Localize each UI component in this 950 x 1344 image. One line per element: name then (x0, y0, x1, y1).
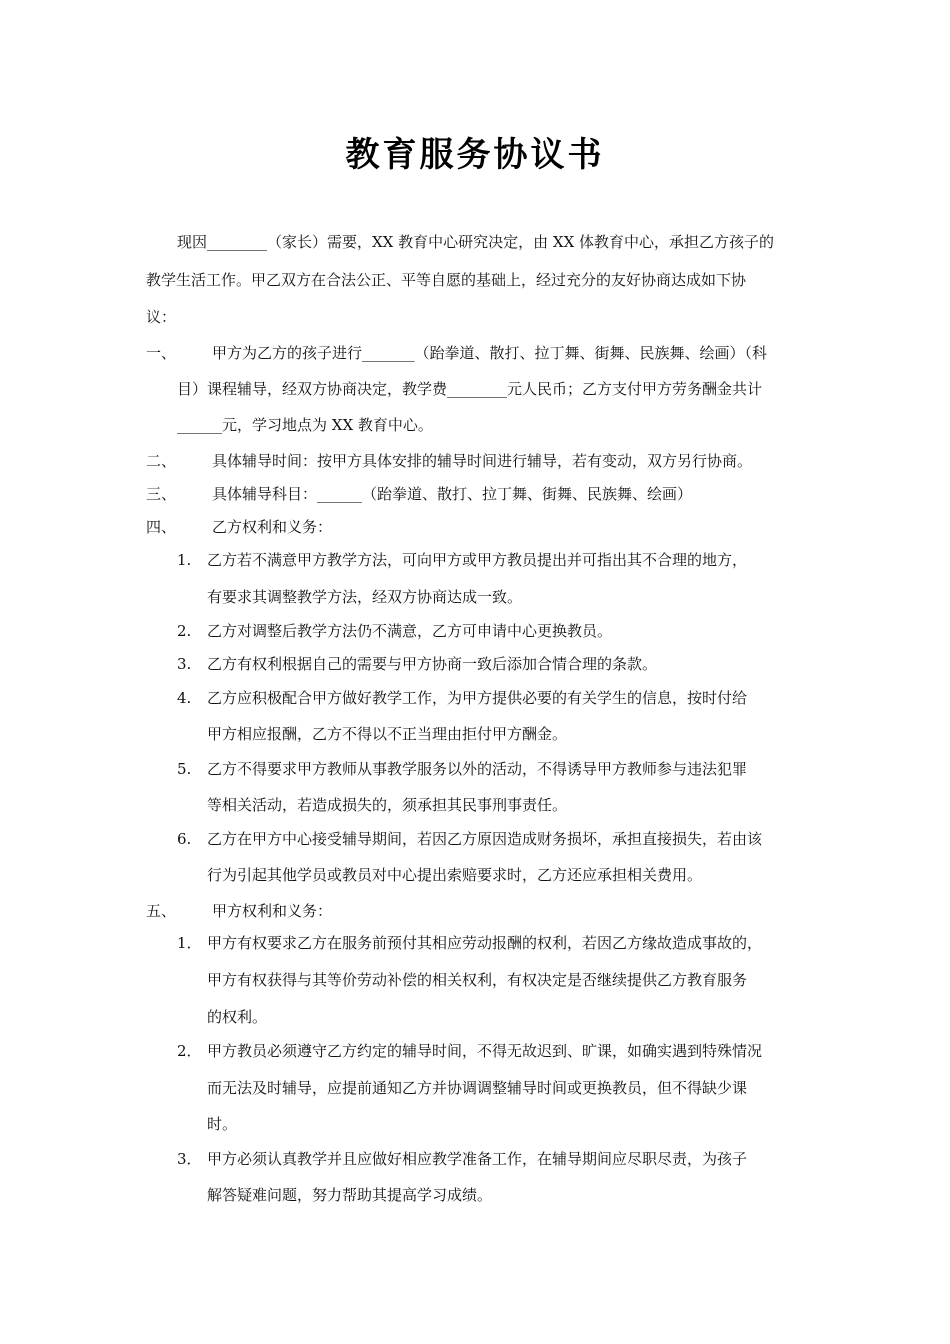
list-item-number: 3. (177, 655, 192, 673)
document-title: 教育服务协议书 (345, 135, 605, 175)
list-item-line: 的权利。 (207, 1008, 268, 1026)
list-item-line: 甲方教员必须遵守乙方约定的辅导时间，不得无故迟到、旷课，如确实遇到特殊情况 (207, 1042, 763, 1060)
list-item-number: 3． (177, 1150, 202, 1168)
list-item-number: 1. (177, 551, 192, 569)
list-item-line: 时。 (207, 1115, 238, 1133)
section-number: 二、 (146, 452, 177, 470)
section-3-text: 具体辅导科目：______（跆拳道、散打、拉丁舞、街舞、民族舞、绘画） (212, 485, 693, 503)
list-item-number: 6. (177, 830, 192, 848)
section-1-line: 甲方为乙方的孩子进行_______（跆拳道、散打、拉丁舞、街舞、民族舞、绘画）（科 (212, 344, 768, 362)
list-item-line: 乙方对调整后教学方法仍不满意，乙方可申请中心更换教员。 (207, 622, 613, 640)
section-4-heading: 乙方权利和义务： (212, 518, 333, 536)
list-item-line: 甲方相应报酬，乙方不得以不正当理由拒付甲方酬金。 (207, 725, 568, 743)
section-1-line: 目）课程辅导，经双方协商决定，教学费________元人民币；乙方支付甲方劳务酬金共计 (177, 380, 763, 398)
section-2-text: 具体辅导时间：按甲方具体安排的辅导时间进行辅导，若有变动，双方另行协商。 (212, 452, 753, 470)
list-item-line: 乙方在甲方中心接受辅导期间，若因乙方原因造成财务损坏，承担直接损失，若由该 (207, 830, 763, 848)
list-item-line: 乙方不得要求甲方教师从事教学服务以外的活动，不得诱导甲方教师参与违法犯罪 (207, 760, 748, 778)
list-item-line: 行为引起其他学员或教员对中心提出索赔要求时，乙方还应承担相关费用。 (207, 866, 703, 884)
intro-line: 教学生活工作。甲乙双方在合法公正、平等自愿的基础上，经过充分的友好协商达成如下协 (146, 271, 747, 289)
list-item-line: 甲方有权获得与其等价劳动补偿的相关权利，有权决定是否继续提供乙方教育服务 (207, 971, 748, 989)
section-number: 五、 (146, 902, 177, 920)
section-5-heading: 甲方权利和义务： (212, 902, 333, 920)
intro-line: 议： (146, 308, 177, 326)
section-number: 四、 (146, 518, 177, 536)
list-item-line: 有要求其调整教学方法，经双方协商达成一致。 (207, 588, 523, 606)
list-item-line: 乙方有权利根据自己的需要与甲方协商一致后添加合情合理的条款。 (207, 655, 658, 673)
list-item-number: 1． (177, 934, 202, 952)
list-item-number: 2. (177, 622, 192, 640)
list-item-line: 乙方若不满意甲方教学方法，可向甲方或甲方教员提出并可指出其不合理的地方， (207, 551, 748, 569)
list-item-line: 解答疑难问题，努力帮助其提高学习成绩。 (207, 1186, 493, 1204)
list-item-line: 等相关活动，若造成损失的，须承担其民事刑事责任。 (207, 796, 568, 814)
list-item-line: 甲方必须认真教学并且应做好相应教学准备工作，在辅导期间应尽职尽责，为孩子 (207, 1150, 748, 1168)
intro-line: 现因________（家长）需要，XX 教育中心研究决定，由 XX 体教育中心，承担乙方孩子的 (177, 233, 775, 251)
section-number: 三、 (146, 485, 177, 503)
list-item-line: 甲方有权要求乙方在服务前预付其相应劳动报酬的权利，若因乙方缘故造成事故的， (207, 934, 763, 952)
section-number: 一、 (146, 344, 177, 362)
list-item-line: 而无法及时辅导，应提前通知乙方并协调调整辅导时间或更换教员，但不得缺少课 (207, 1079, 748, 1097)
list-item-number: 4. (177, 689, 192, 707)
list-item-line: 乙方应积极配合甲方做好教学工作，为甲方提供必要的有关学生的信息，按时付给 (207, 689, 748, 707)
section-1-line: ______元，学习地点为 XX 教育中心。 (177, 416, 433, 434)
list-item-number: 5. (177, 760, 192, 778)
list-item-number: 2． (177, 1042, 202, 1060)
